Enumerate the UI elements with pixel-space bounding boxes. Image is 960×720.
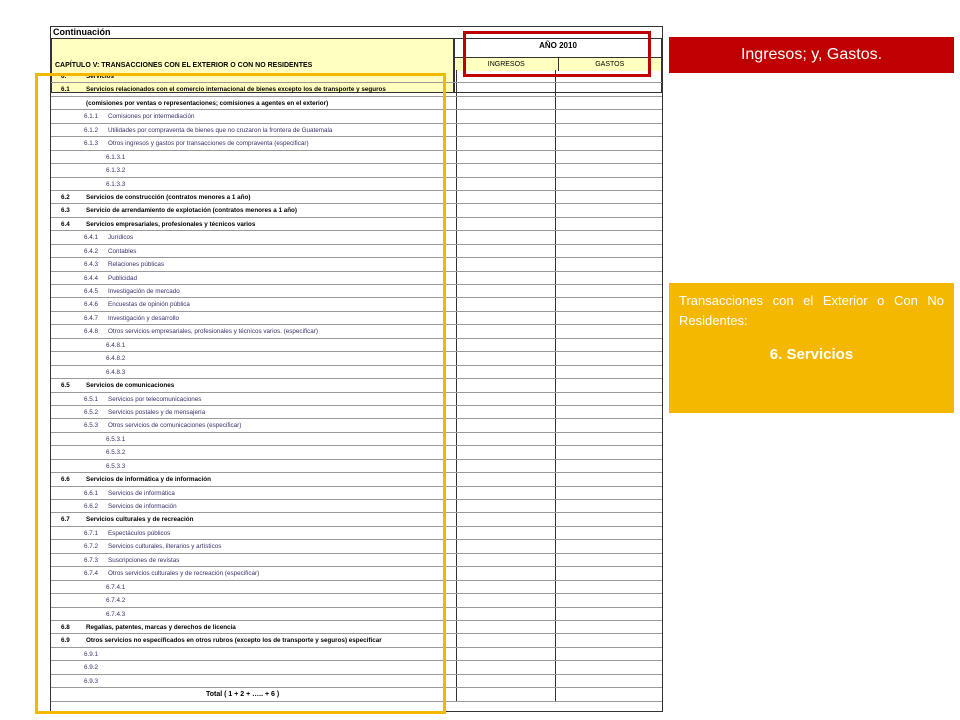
row-number: 6.4.8.1 xyxy=(106,341,126,349)
ingresos-cell xyxy=(456,500,556,512)
row-description: Comisiones por intermediación xyxy=(108,113,195,121)
gastos-cell xyxy=(556,406,662,418)
row-description: Servicios culturales y de recreación xyxy=(86,516,194,524)
ingresos-cell xyxy=(456,124,556,136)
ingresos-cell xyxy=(456,191,556,203)
gastos-cell xyxy=(556,473,662,485)
ingresos-cell xyxy=(456,634,556,646)
row-number: 6.6.2 xyxy=(84,503,99,510)
row-number: 6.2 xyxy=(61,193,70,201)
yellow-callout-text: Transacciones con el Exterior o Con No Residentes: xyxy=(679,293,944,328)
row-number: 6.9.1 xyxy=(84,650,99,658)
ingresos-cell xyxy=(456,312,556,324)
row-description: Publicidad xyxy=(108,274,138,282)
row-number: 6.5.3.2 xyxy=(106,449,126,457)
gastos-cell xyxy=(556,298,662,310)
red-callout-text: Ingresos; y, Gastos. xyxy=(740,46,883,63)
gastos-cell xyxy=(556,661,662,673)
gastos-cell xyxy=(556,124,662,136)
row-number: 6.7.4.3 xyxy=(106,610,126,618)
row-number: 6.6 xyxy=(61,476,70,484)
row-description: Servicios de informática y de información xyxy=(86,476,211,484)
row-number: 6.7 xyxy=(61,516,70,524)
ingresos-cell xyxy=(456,97,556,109)
row-number: 6.7.3 xyxy=(84,556,99,564)
row-number: 6.1.1 xyxy=(84,113,99,121)
gastos-cell xyxy=(556,675,662,687)
row-number: 6.4.8 xyxy=(84,328,99,336)
row-description: Servicios de información xyxy=(108,503,177,510)
ingresos-cell xyxy=(456,231,556,243)
row-description: Servicios postales y de mensajería xyxy=(108,408,206,416)
ingresos-cell xyxy=(456,272,556,284)
row-number: 6.5.3 xyxy=(84,422,99,430)
row-number: 6.4.8.2 xyxy=(106,355,126,363)
row-description: Suscripciones de revistas xyxy=(108,556,180,564)
row-number: 6.8 xyxy=(61,623,70,631)
row-number: 6.5 xyxy=(61,382,70,390)
gastos-cell xyxy=(556,608,662,620)
gastos-cell xyxy=(556,487,662,499)
gastos-cell xyxy=(556,648,662,660)
gastos-cell xyxy=(556,634,662,646)
gastos-cell xyxy=(556,164,662,176)
gastos-cell xyxy=(556,97,662,109)
row-number: 6. xyxy=(61,73,67,80)
ingresos-cell xyxy=(456,540,556,552)
ingresos-cell xyxy=(456,379,556,391)
col-gastos: GASTOS xyxy=(558,57,662,71)
row-description: Otros servicios empresariales, profesionales y técnicos varios. (especificar) xyxy=(108,328,318,336)
gastos-cell xyxy=(556,218,662,230)
ingresos-cell xyxy=(456,110,556,122)
ingresos-cell xyxy=(456,178,556,190)
row-description: Investigación y desarrollo xyxy=(108,314,180,322)
row-number: 6.1.2 xyxy=(84,126,99,134)
ingresos-cell xyxy=(456,393,556,405)
gastos-cell xyxy=(556,513,662,525)
row-number: 6.4.6 xyxy=(84,301,99,309)
gastos-cell xyxy=(556,285,662,297)
gastos-cell xyxy=(556,621,662,633)
row-description: Servicios de construcción (contratos menores a 1 año) xyxy=(86,193,251,201)
total-label: Total ( 1 + 2 + ….. + 6 ) xyxy=(206,691,280,699)
ingresos-cell xyxy=(456,258,556,270)
gastos-cell xyxy=(556,379,662,391)
ingresos-cell xyxy=(456,218,556,230)
gastos-cell xyxy=(556,594,662,606)
row-number: 6.1.3 xyxy=(84,140,99,148)
gastos-cell xyxy=(556,178,662,190)
gastos-cell xyxy=(556,446,662,458)
row-description: Regalías, patentes, marcas y derechos de licencia xyxy=(86,623,236,631)
gastos-cell xyxy=(556,581,662,593)
row-number: 6.7.4.2 xyxy=(106,597,126,605)
ingresos-cell xyxy=(456,675,556,687)
gastos-cell xyxy=(556,191,662,203)
ingresos-cell xyxy=(456,581,556,593)
ingresos-cell xyxy=(456,661,556,673)
ingresos-cell xyxy=(456,473,556,485)
ingresos-cell xyxy=(456,298,556,310)
gastos-cell xyxy=(556,419,662,431)
row-description: Otros servicios culturales y de recreación (especificar) xyxy=(108,570,260,578)
ingresos-cell xyxy=(456,460,556,472)
gastos-cell xyxy=(556,433,662,445)
gastos-cell xyxy=(556,339,662,351)
gastos-cell xyxy=(556,110,662,122)
gastos-cell xyxy=(556,567,662,579)
gastos-cell xyxy=(556,500,662,512)
year-label: AÑO 2010 xyxy=(539,41,577,50)
row-number: 6.4.3 xyxy=(84,261,99,269)
row-number: 6.7.4 xyxy=(84,570,99,578)
row-number: 6.1.3.3 xyxy=(106,180,126,188)
yellow-callout xyxy=(669,283,954,413)
row-number: 6.1.3.1 xyxy=(106,153,126,161)
row-number: 6.9 xyxy=(61,637,70,645)
yellow-callout-subtitle: 6. Servicios xyxy=(769,346,854,363)
row-number: 6.1.3.2 xyxy=(106,167,126,175)
ingresos-cell xyxy=(456,621,556,633)
ingresos-cell xyxy=(456,137,556,149)
row-number: 6.4.2 xyxy=(84,247,99,255)
row-number: 6.6.1 xyxy=(84,489,99,497)
row-description: Relaciones públicas xyxy=(108,261,165,269)
row-description: Servicios por telecomunicaciones xyxy=(108,395,202,403)
gastos-cell xyxy=(556,325,662,337)
ingresos-total-cell xyxy=(456,688,556,700)
row-description: Encuestas de opinión pública xyxy=(108,301,190,309)
red-callout xyxy=(669,37,954,73)
row-number: 6.4.1 xyxy=(84,234,99,242)
row-number: 6.5.1 xyxy=(84,395,99,403)
ingresos-cell xyxy=(456,419,556,431)
row-description: Contables xyxy=(108,247,137,255)
ingresos-cell xyxy=(456,204,556,216)
ingresos-cell xyxy=(456,406,556,418)
ingresos-cell xyxy=(456,339,556,351)
ingresos-cell xyxy=(456,594,556,606)
row-number: 6.4.5 xyxy=(84,288,99,295)
row-number: 6.7.4.1 xyxy=(106,583,126,591)
row-description: Otros servicios de comunicaciones (especificar) xyxy=(108,422,242,430)
row-number: 6.1 xyxy=(61,86,70,94)
row-number: 6.4 xyxy=(61,220,70,228)
row-number: 6.7.1 xyxy=(84,529,99,537)
ingresos-cell xyxy=(456,608,556,620)
row-description: Espectáculos públicos xyxy=(108,529,171,537)
row-description: Servicios relacionados con el comercio internacional de bienes excepto los de transporte y seguros xyxy=(86,86,386,94)
row-description: Servicios xyxy=(86,73,115,80)
row-description: Jurídicos xyxy=(108,234,134,242)
gastos-cell xyxy=(556,204,662,216)
gastos-cell xyxy=(556,231,662,243)
row-number: 6.4.8.3 xyxy=(106,368,126,376)
gastos-cell xyxy=(556,312,662,324)
ingresos-cell xyxy=(456,83,556,95)
ingresos-cell xyxy=(456,164,556,176)
gastos-cell xyxy=(556,527,662,539)
row-description: Investigación de mercado xyxy=(108,288,180,295)
ingresos-cell xyxy=(456,554,556,566)
row-description: Utilidades por compraventa de bienes que no cruzaron la frontera de Guatemala xyxy=(108,126,333,134)
ingresos-cell xyxy=(456,527,556,539)
ingresos-cell xyxy=(456,366,556,378)
gastos-cell xyxy=(556,366,662,378)
row-description: Servicios culturales, literarios y artísticos xyxy=(108,543,222,551)
row-description: Servicio de arrendamiento de explotación (contratos menores a 1 año) xyxy=(86,207,298,215)
gastos-cell xyxy=(556,393,662,405)
row-number: 6.9.3 xyxy=(84,677,99,685)
continuation-label: Continuación xyxy=(53,27,111,37)
col-ingresos: INGRESOS xyxy=(455,57,558,71)
gastos-cell xyxy=(556,554,662,566)
gastos-cell xyxy=(556,540,662,552)
row-description: Otros ingresos y gastos por transacciones de compraventa (especificar) xyxy=(108,140,309,148)
row-description: (comisiones por ventas o representaciones; comisiones a agentes en el exterior) xyxy=(86,99,329,107)
row-description: Servicios de comunicaciones xyxy=(86,382,175,390)
gastos-total-cell xyxy=(556,688,662,700)
ingresos-cell xyxy=(456,648,556,660)
row-number: 6.5.3.3 xyxy=(106,462,126,470)
gastos-cell xyxy=(556,245,662,257)
row-description: Servicios empresariales, profesionales y técnicos varios xyxy=(86,220,256,228)
row-description: Servicios de informática xyxy=(108,489,175,497)
gastos-cell xyxy=(556,258,662,270)
chapter-title: CAPÍTULO V: TRANSACCIONES CON EL EXTERIOR O CON NO RESIDENTES xyxy=(51,38,454,93)
ingresos-cell xyxy=(456,433,556,445)
row-number: 6.3 xyxy=(61,207,70,215)
row-number: 6.5.2 xyxy=(84,408,99,416)
ingresos-cell xyxy=(456,446,556,458)
ingresos-cell xyxy=(456,245,556,257)
gastos-cell xyxy=(556,151,662,163)
gastos-cell xyxy=(556,137,662,149)
ingresos-cell xyxy=(456,325,556,337)
row-number: 6.7.2 xyxy=(84,543,99,551)
ingresos-cell xyxy=(456,285,556,297)
ingresos-cell xyxy=(456,487,556,499)
row-number: 6.9.2 xyxy=(84,664,99,672)
ingresos-cell xyxy=(456,151,556,163)
row-number: 6.5.3.1 xyxy=(106,435,126,443)
row-description: Otros servicios no especificados en otros rubros (excepto los de transporte y seguros) especificar xyxy=(86,637,382,645)
ingresos-cell xyxy=(456,513,556,525)
row-number: 6.4.4 xyxy=(84,274,99,282)
ingresos-cell xyxy=(456,567,556,579)
gastos-cell xyxy=(556,83,662,95)
row-number: 6.4.7 xyxy=(84,314,99,322)
gastos-cell xyxy=(556,352,662,364)
ingresos-cell xyxy=(456,352,556,364)
red-highlight-frame xyxy=(463,31,651,77)
gastos-cell xyxy=(556,460,662,472)
gastos-cell xyxy=(556,272,662,284)
yellow-highlight-frame xyxy=(35,73,446,714)
